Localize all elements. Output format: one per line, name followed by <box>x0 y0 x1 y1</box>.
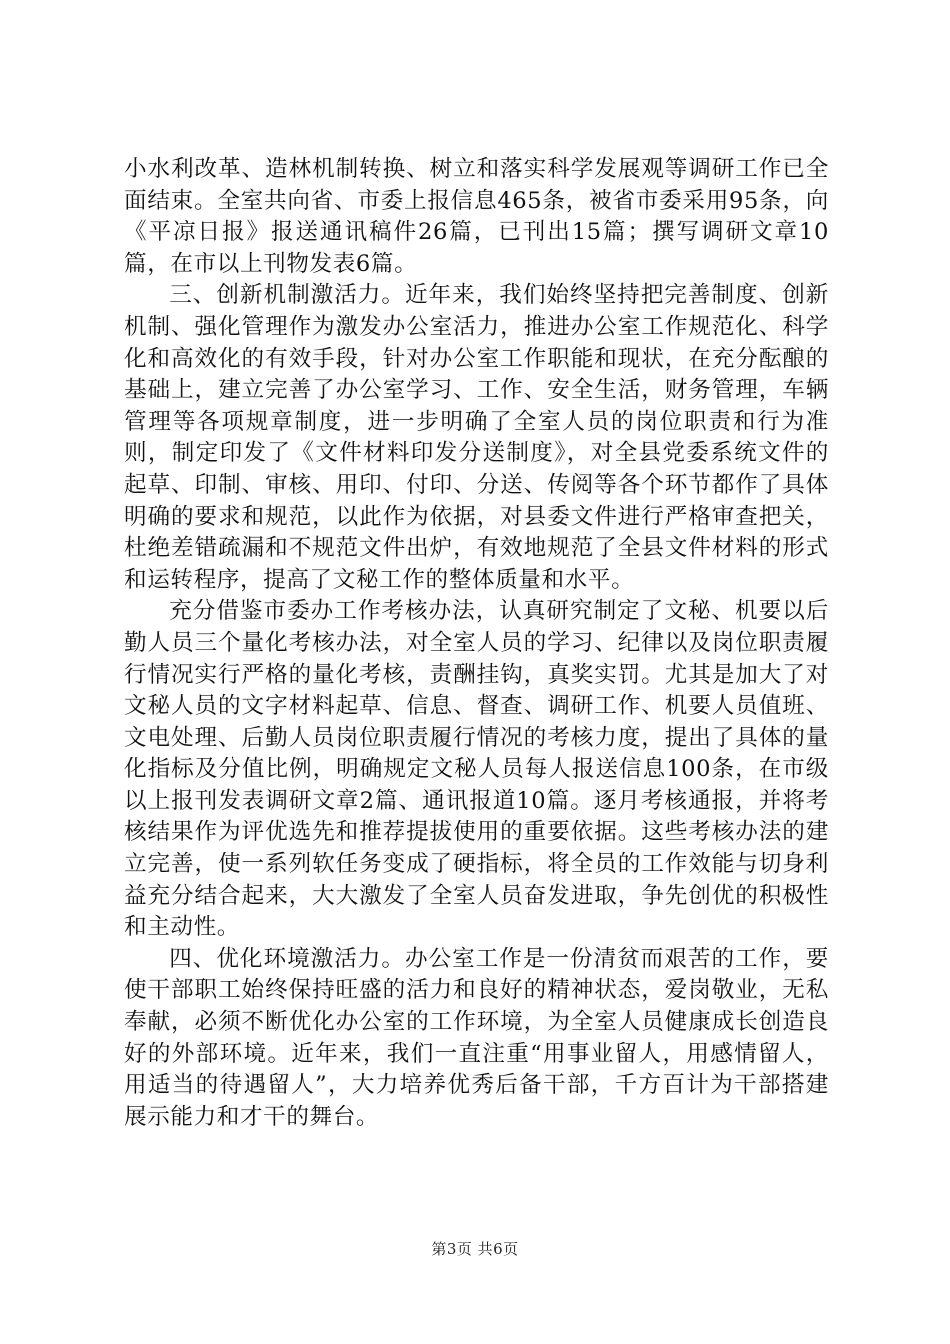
document-body <box>124 154 829 1133</box>
paragraph-3: 充分借鉴市委办工作考核办法，认真研究制定了文秘、机要以后勤人员三个量化考核办法，对全室人员的学习、纪律以及岗位职责履行情况实行严格的量化考核，责酬挂钩，真奖实罚。尤其是加大了对文秘人员的文字材料起草、信息、督查、调研工作、机要人员值班、文电处理、后勤人员岗位职责履行情况的考核力度，提出了具体的量化指标及分值比例，明确规定文秘人员每人报送信息100条，在市级以上报刊发表调研文章2篇、通讯报道10篇。逐月考核通报，并将考核结果作为评优选先和推荐提拔使用的重要依据。这些考核办法的建立完善，使一系列软任务变成了硬指标，将全员的工作效能与切身利益充分结合起来，大大激发了全室人员奋发进取，争先创优的积极性和主动性。 <box>124 598 829 941</box>
paragraph-2: 三、创新机制激活力。近年来，我们始终坚持把完善制度、创新机制、强化管理作为激发办公室活力，推进办公室工作规范化、科学化和高效化的有效手段，针对办公室工作职能和现状，在充分酝酿的基础上，建立完善了办公室学习、工作、安全生活，财务管理，车辆管理等各项规章制度，进一步明确了全室人员的岗位职责和行为准则，制定印发了《文件材料印发分送制度》，对全县党委系统文件的起草、印制、审核、用印、付印、分送、传阅等各个环节都作了具体明确的要求和规范，以此作为依据，对县委文件进行严格审查把关，杜绝差错疏漏和不规范文件出炉，有效地规范了全县文件材料的形式和运转程序，提高了文秘工作的整体质量和水平。 <box>124 282 829 593</box>
page-number-footer: 第3页 共6页 <box>431 1240 519 1258</box>
paragraph-4: 四、优化环境激活力。办公室工作是一份清贫而艰苦的工作，要使干部职工始终保持旺盛的活力和良好的精神状态，爱岗敬业，无私奉献，必须不断优化办公室的工作环境，为全室人员健康成长创造良好的外部环境。近年来，我们一直注重“用事业留人，用感情留人，用适当的待遇留人”，大力培养优秀后备干部，千方百计为干部搭建展示能力和才干的舞台。 <box>124 945 829 1130</box>
paragraph-1: 小水利改革、造林机制转换、树立和落实科学发展观等调研工作已全面结束。全室共向省、市委上报信息465条，被省市委采用95条，向《平凉日报》报送通讯稿件26篇，已刊出15篇；撰写调研文章10篇，在市以上刊物发表6篇。 <box>124 156 829 277</box>
